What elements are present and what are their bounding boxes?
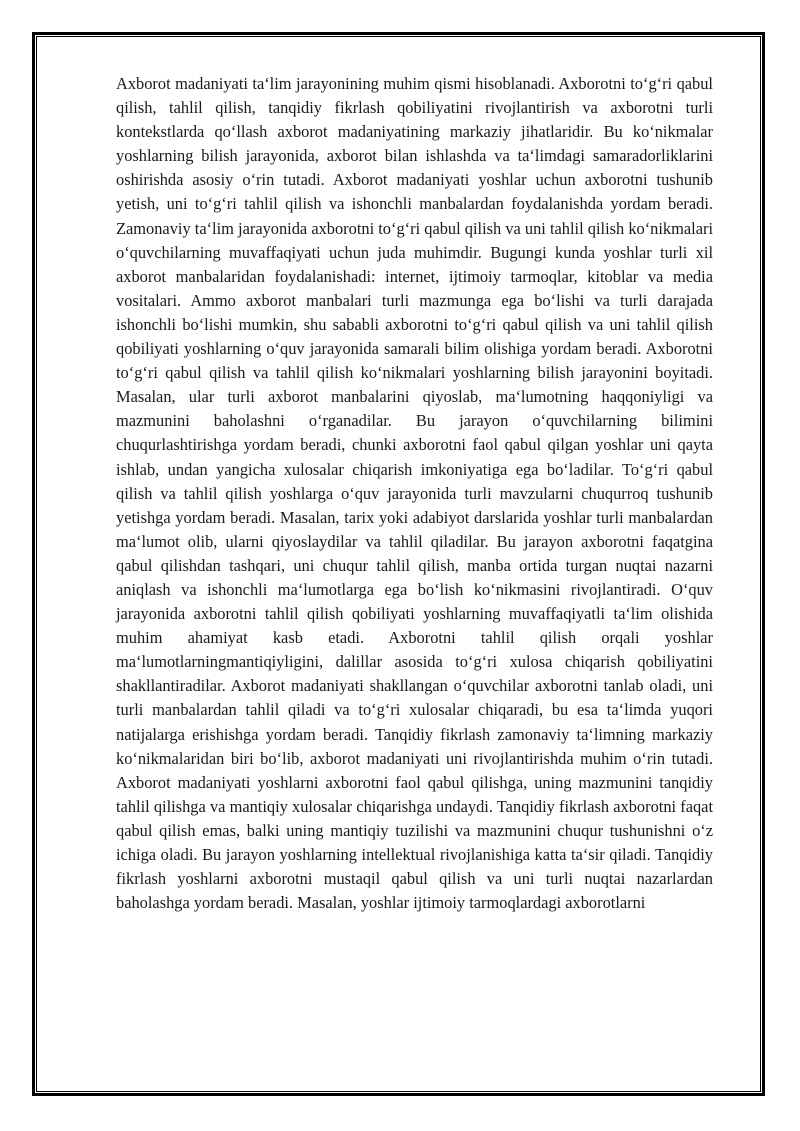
- body-paragraph: Axborot madaniyati ta‘lim jarayonining muhim qismi hisoblanadi. Axborotni to‘g‘ri qabul qilish, tahlil qilish, tanqidiy fikrlash qobiliyatini rivojlantirish va axborotni turli kontekstlarda qo‘llash axborot madaniyatining markaziy jihatlaridir. Bu ko‘nikmalar yoshlarning bilish jarayonida, axborot bilan ishlashda va ta‘limdagi samaradorliklarini oshirishda asosiy o‘rin tutadi. Axborot madaniyati yoshlar uchun axborotni tushunib yetish, uni to‘g‘ri tahlil qilish va ishonchli manbalardan foydalanishda yordam beradi. Zamonaviy ta‘lim jarayonida axborotni to‘g‘ri qabul qilish va uni tahlil qilish ko‘nikmalari o‘quvchilarning muvaffaqiyati uchun juda muhimdir. Bugungi kunda yoshlar turli xil axborot manbalaridan foydalanishadi: internet, ijtimoiy tarmoqlar, kitoblar va media vositalari. Ammo axborot manbalari turli mazmunga ega bo‘lishi va turli darajada ishonchli bo‘lishi mumkin, shu sababli axborotni to‘g‘ri qabul qilish va uni tahlil qilish qobiliyati yoshlarning o‘quv jarayonida samarali bilim olishiga yordam beradi. Axborotni to‘g‘ri qabul qilish va tahlil qilish ko‘nikmalari yoshlarning bilish jarayonini boyitadi. Masalan, ular turli axborot manbalarini qiyoslab, ma‘lumotning haqqoniyligi va mazmunini baholashni o‘rganadilar. Bu jarayon o‘quvchilarning bilimini chuqurlashtirishga yordam beradi, chunki axborotni faol qabul qilgan yoshlar uni qayta ishlab, undan yangicha xulosalar chiqarish imkoniyatiga ega bo‘ladilar. To‘g‘ri qabul qilish va tahlil qilish yoshlarga o‘quv jarayonida turli mavzularni chuqurroq tushunib yetishga yordam beradi. Masalan, tarix yoki adabiyot darslarida yoshlar turli manbalardan ma‘lumot olib, ularni qiyoslaydilar va tahlil qiladilar. Bu jarayon axborotni faqatgina qabul qilishdan tashqari, uni chuqur tahlil qilish, manba ortida turgan nuqtai nazarni aniqlash va ishonchli ma‘lumotlarga ega bo‘lish ko‘nikmasini rivojlantiradi. O‘quv jarayonida axborotni tahlil qilish qobiliyati yoshlarning muvaffaqiyatli ta‘lim olishida muhim ahamiyat kasb etadi. Axborotni tahlil qilish orqali yoshlar ma‘lumotlarningmantiqiyligini, dalillar asosida to‘g‘ri xulosa chiqarish qobiliyatini shakllantiradilar. Axborot madaniyati shakllangan o‘quvchilar axborotni tanlab oladi, uni turli manbalardan tahlil qiladi va to‘g‘ri xulosalar chiqaradi, bu esa ta‘limda yuqori natijalarga erishishga yordam beradi. Tanqidiy fikrlash zamonaviy ta‘limning markaziy ko‘nikmalaridan biri bo‘lib, axborot madaniyati uni rivojlantirishda muhim o‘rin tutadi. Axborot madaniyati yoshlarni axborotni faol qabul qilishga, uning mazmunini tanqidiy tahlil qilishga va mantiqiy xulosalar chiqarishga undaydi. Tanqidiy fikrlash axborotni faqat qabul qilish emas, balki uning mantiqiy tuzilishi va mazmunini chuqur tushunishni o‘z ichiga oladi. Bu jarayon yoshlarning intellektual rivojlanishiga katta ta‘sir qiladi. Tanqidiy fikrlash yoshlarni axborotni mustaqil qabul qilish va uni turli nuqtai nazarlardan baholashga yordam beradi. Masalan, yoshlar ijtimoiy tarmoqlardagi axborotlarni: [116, 74, 713, 913]
- document-body: [116, 72, 713, 915]
